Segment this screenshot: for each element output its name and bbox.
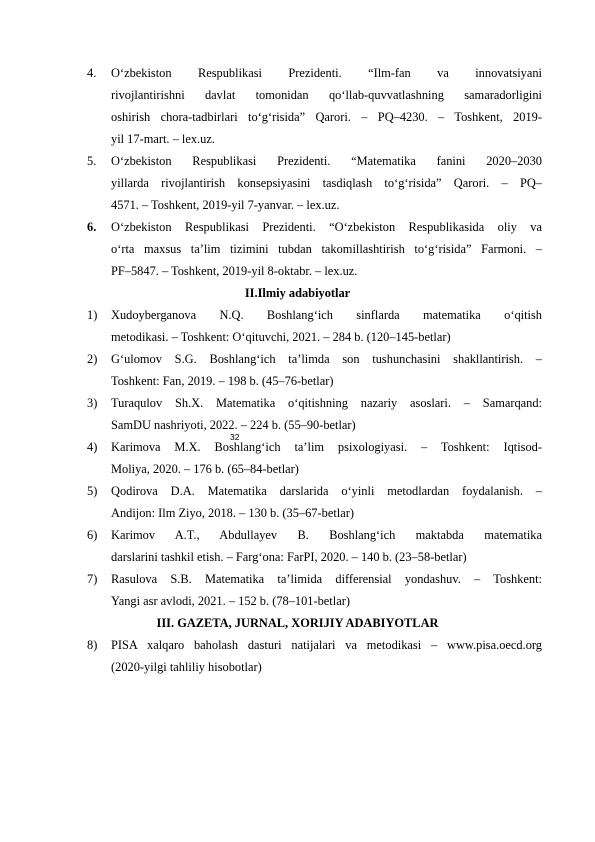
reference-line: O‘zbekiston Respublikasi Prezidenti. “O‘zbekiston Respublikasida oliy va: [111, 220, 542, 234]
reference-line: yil 17-mart. – lex.uz.: [111, 132, 215, 146]
literature-entry-7: [87, 568, 542, 612]
literature-entry-2: [87, 348, 542, 392]
literature-entry-5: [87, 480, 542, 524]
reference-line: Moliya, 2020. – 176 b. (65–84-betlar): [111, 462, 299, 476]
reference-entry-6: [87, 216, 542, 282]
section-heading-periodicals: III. GAZETA, JURNAL, XORIJIY ADABIYOTLAR: [156, 616, 439, 630]
reference-line: yillarda rivojlantirish konsepsiyasini tasdiqlash to‘g‘risida” Qarori. – PQ–: [111, 176, 542, 190]
section-heading-scientific-literature: II.Ilmiy adabiyotlar: [244, 286, 351, 300]
literature-entry-3: [87, 392, 542, 436]
reference-line: Rasulova S.B. Matematika ta’limida differensial yondashuv. – Toshkent:: [111, 572, 542, 586]
reference-line: SamDU nashriyoti, 2022. – 224 b. (55–90-betlar): [111, 418, 356, 432]
reference-line: rivojlantirishni davlat tomonidan qo‘llab-quvvatlashning samaradorligini: [111, 88, 542, 102]
reference-number: 4.: [87, 66, 97, 80]
reference-number: 2): [87, 352, 98, 366]
reference-line: Qodirova D.A. Matematika darslarida o‘yinli metodlardan foydalanish. –: [111, 484, 542, 498]
reference-line: Toshkent: Fan, 2019. – 198 b. (45–76-betlar): [111, 374, 334, 388]
reference-line: Xudoyberganova N.Q. Boshlang‘ich sinflarda matematika o‘qitish: [111, 308, 542, 322]
reference-line: Karimov A.T., Abdullayev B. Boshlang‘ich maktabda matematika: [111, 528, 542, 542]
reference-line: o‘rta maxsus ta’lim tizimini tubdan takomillashtirish to‘g‘risida” Farmoni. –: [111, 242, 542, 256]
literature-entry-1: [87, 304, 542, 348]
reference-line: O‘zbekiston Respublikasi Prezidenti. “Ilm-fan va innovatsiyani: [111, 66, 542, 80]
reference-number: 5.: [87, 154, 97, 168]
reference-line: PISA xalqaro baholash dasturi natijalari va metodikasi – www.pisa.oecd.org: [111, 638, 542, 652]
reference-line: O‘zbekiston Respublikasi Prezidenti. “Matematika fanini 2020–2030: [111, 154, 542, 168]
reference-number: 3): [87, 396, 98, 410]
reference-number: 7): [87, 572, 98, 586]
reference-entry-5: [87, 150, 542, 216]
reference-line: Turaqulov Sh.X. Matematika o‘qitishning nazariy asoslari. – Samarqand:: [111, 396, 542, 410]
periodical-entry-8: [87, 634, 542, 678]
reference-line: Karimova M.X. Boshlang‘ich ta’lim psixologiyasi. – Toshkent: Iqtisod-: [111, 440, 542, 454]
page-number: 32: [230, 432, 240, 442]
reference-line: metodikasi. – Toshkent: O‘qituvchi, 2021. – 284 b. (120–145-betlar): [111, 330, 451, 344]
reference-number: 4): [87, 440, 98, 454]
reference-number: 5): [87, 484, 98, 498]
reference-number: 1): [87, 308, 98, 322]
reference-line: Yangi asr avlodi, 2021. – 152 b. (78–101-betlar): [111, 594, 350, 608]
reference-line: PF–5847. – Toshkent, 2019-yil 8-oktabr. – lex.uz.: [111, 264, 358, 278]
reference-line: Andijon: Ilm Ziyo, 2018. – 130 b. (35–67-betlar): [111, 506, 354, 520]
literature-entry-4: [87, 436, 542, 480]
reference-number: 8): [87, 638, 98, 652]
reference-number: 6.: [87, 220, 97, 234]
reference-line: (2020-yilgi tahliliy hisobotlar): [111, 660, 262, 674]
reference-number: 6): [87, 528, 98, 542]
reference-line: G‘ulomov S.G. Boshlang‘ich ta’limda son tushunchasini shakllantirish. –: [111, 352, 542, 366]
literature-entry-6: [87, 524, 542, 568]
reference-line: darslarini tashkil etish. – Farg‘ona: FarPI, 2020. – 140 b. (23–58-betlar): [111, 550, 467, 564]
reference-line: 4571. – Toshkent, 2019-yil 7-yanvar. – lex.uz.: [111, 198, 340, 212]
reference-entry-4: [87, 62, 542, 150]
reference-line: oshirish chora-tadbirlari to‘g‘risida” Qarori. – PQ–4230. – Toshkent, 2019-: [111, 110, 542, 124]
